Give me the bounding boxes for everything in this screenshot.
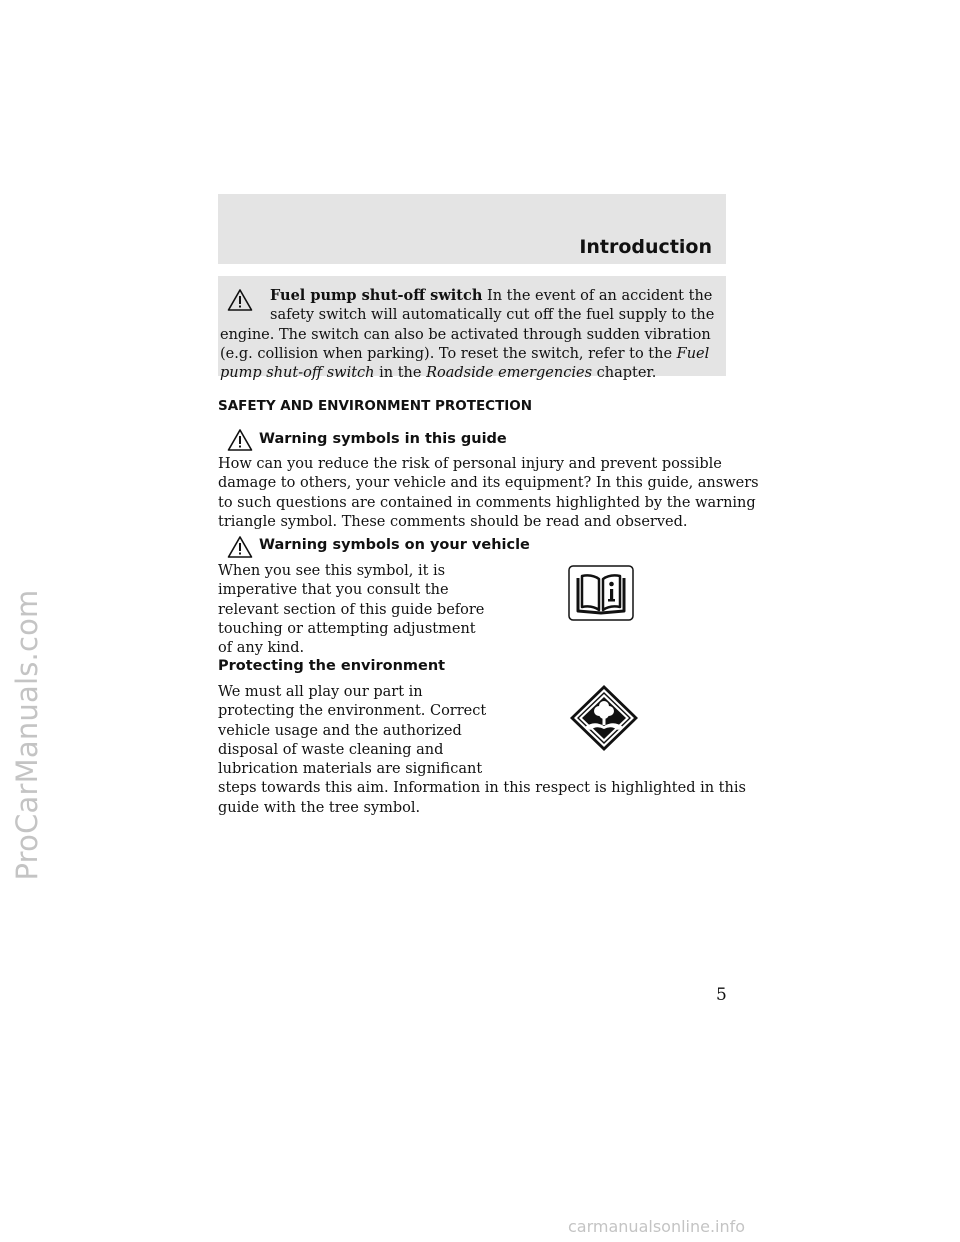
vehicle-line: relevant section of this guide before xyxy=(218,601,485,618)
note-line-4: (e.g. collision when parking). To reset the switch, refer to the xyxy=(220,345,677,362)
owner-manual-book-icon xyxy=(568,565,634,621)
side-watermark-text: ProCarManuals.com xyxy=(10,589,44,881)
note-line-4-italic: Fuel xyxy=(676,345,710,362)
section-title: SAFETY AND ENVIRONMENT PROTECTION xyxy=(218,398,533,414)
environment-paragraph xyxy=(218,683,746,818)
guide-paragraph xyxy=(218,455,759,532)
warning-triangle-icon xyxy=(227,535,253,559)
guide-line: triangle symbol. These comments should be read and observed. xyxy=(218,513,688,530)
guide-line: damage to others, your vehicle and its equipment? In this guide, answers xyxy=(218,475,759,492)
warning-triangle-icon xyxy=(227,428,253,452)
environment-line: protecting the environment. Correct xyxy=(218,703,487,720)
environment-line: vehicle usage and the authorized xyxy=(218,722,462,739)
note-line-5-mid: in the xyxy=(374,365,427,382)
note-ref-roadside: Roadside emergencies xyxy=(426,365,593,382)
note-line-1: In the event of an accident the xyxy=(487,288,713,304)
note-line-5-end: chapter. xyxy=(592,365,657,382)
guide-heading: Warning symbols in this guide xyxy=(259,431,507,447)
vehicle-line: of any kind. xyxy=(218,640,305,657)
tree-environment-icon xyxy=(568,683,640,753)
environment-line: lubrication materials are significant xyxy=(218,761,483,778)
vehicle-line: touching or attempting adjustment xyxy=(218,620,476,637)
vehicle-paragraph xyxy=(218,562,484,658)
environment-line: We must all play our part in xyxy=(218,684,423,700)
note-ref-fuel-pump: pump shut-off switch xyxy=(220,365,375,382)
chapter-title: Introduction xyxy=(579,236,712,258)
note-line-3: engine. The switch can also be activated through sudden vibration xyxy=(220,326,711,343)
environment-line: disposal of waste cleaning and xyxy=(218,741,444,758)
note-text xyxy=(220,286,715,383)
bottom-watermark: carmanualsonline.info xyxy=(568,1217,746,1236)
fuel-pump-note xyxy=(218,276,726,382)
guide-line: to such questions are contained in comments highlighted by the warning xyxy=(218,494,756,511)
side-watermark xyxy=(2,505,52,965)
environment-line: steps towards this aim. Information in this respect is highlighted in this xyxy=(218,780,746,797)
vehicle-heading: Warning symbols on your vehicle xyxy=(259,537,530,553)
environment-heading: Protecting the environment xyxy=(218,658,446,674)
page-number: 5 xyxy=(716,985,727,1005)
vehicle-line: imperative that you consult the xyxy=(218,582,449,599)
vehicle-line: When you see this symbol, it is xyxy=(218,563,446,579)
chapter-header xyxy=(218,194,726,264)
guide-line: How can you reduce the risk of personal injury and prevent possible xyxy=(218,456,722,472)
environment-line: guide with the tree symbol. xyxy=(218,799,421,816)
note-line-2: safety switch will automatically cut off the fuel supply to the xyxy=(270,307,715,324)
note-heading: Fuel pump shut-off switch xyxy=(270,287,483,304)
